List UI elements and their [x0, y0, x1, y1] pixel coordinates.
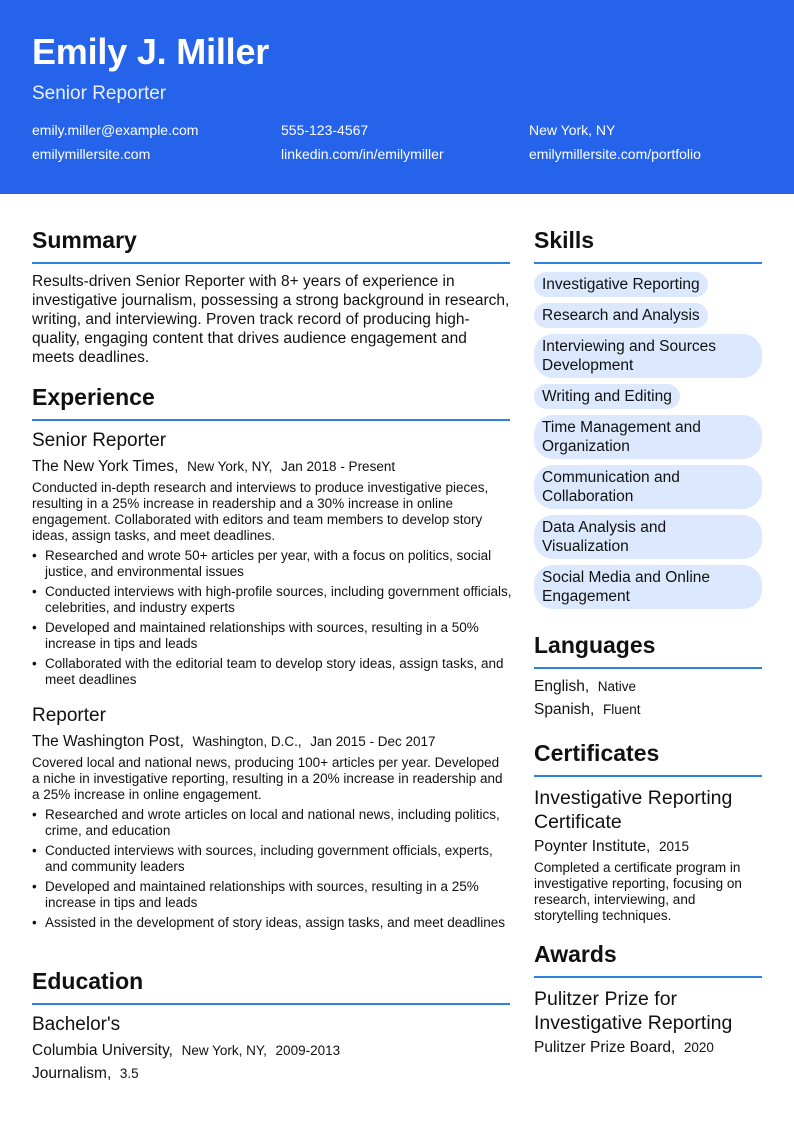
list-item: • Collaborated with the editorial team to develop story ideas, assign tasks, and meet deadlines: [32, 656, 512, 688]
certificates-heading: Certificates: [534, 740, 660, 766]
list-item: • Assisted in the development of story ideas, assign tasks, and meet deadlines: [32, 915, 512, 931]
job-description: Conducted in-depth research and interviews to produce investigative pieces, resulting in a 25% increase in readership and a 30% increase in online engagement. Collaborated with editors and team members to develop story ideas, assign tasks, and meet deadlines.: [32, 480, 489, 543]
languages-heading: Languages: [534, 632, 656, 658]
list-item: • Researched and wrote 50+ articles per year, with a focus on politics, social justice, and environmental issues: [32, 548, 512, 580]
language-item: [534, 701, 640, 719]
skill-tag: Communication and Collaboration: [534, 465, 762, 509]
language-name: Spanish,: [534, 701, 595, 718]
experience-heading: Experience: [32, 384, 155, 410]
education-field: Journalism,: [32, 1065, 112, 1082]
job-description: Covered local and national news, producing 100+ articles per year. Developed a niche in investigative reporting, resulting in a 20% increase in readership and a 25% increase in online engagement.: [32, 755, 503, 802]
summary-text: Results-driven Senior Reporter with 8+ years of experience in investigative journalism, possessing a strong background in research, writing, and interviewing. Proven track record of producing high-quality, engaging content that drives audience engagement and meets deadlines.: [32, 273, 510, 366]
skill-tag: Research and Analysis: [534, 303, 708, 328]
education-rule: [32, 1003, 510, 1005]
job-meta: [32, 733, 436, 751]
language-level: Fluent: [602, 702, 641, 717]
portfolio-link[interactable]: emilymillersite.com/portfolio: [529, 146, 701, 162]
website-link[interactable]: emilymillersite.com: [32, 146, 151, 162]
phone-number: 555-123-4567: [281, 122, 369, 138]
list-item: • Developed and maintained relationships with sources, resulting in a 25% increase in tips and leads: [32, 879, 512, 911]
certificate-description: Completed a certificate program in investigative reporting, focusing on research, interviewing, and storytelling techniques.: [534, 860, 742, 923]
certificate-title: Investigative Reporting Certificate: [534, 787, 733, 833]
job-dates: Jan 2018 - Present: [281, 459, 396, 474]
education-heading: Education: [32, 968, 144, 994]
award-title: Pulitzer Prize for Investigative Reporting: [534, 988, 733, 1034]
job-location: New York, NY,: [187, 459, 273, 474]
certificate-year: 2015: [658, 839, 689, 854]
list-item: • Researched and wrote articles on local and national news, including politics, crime, and education: [32, 807, 512, 839]
skill-tag: Investigative Reporting: [534, 272, 708, 297]
education-gpa: 3.5: [119, 1066, 139, 1081]
award-meta: [534, 1039, 714, 1057]
job-title: Senior Reporter: [32, 430, 167, 451]
skill-tag: Writing and Editing: [534, 384, 680, 409]
job-dates: Jan 2015 - Dec 2017: [310, 734, 436, 749]
education-dates: 2009-2013: [275, 1043, 341, 1058]
list-item: • Conducted interviews with sources, including government officials, experts, and community leaders: [32, 843, 512, 875]
language-name: English,: [534, 678, 590, 695]
email-link[interactable]: emily.miller@example.com: [32, 122, 199, 138]
skills-heading: Skills: [534, 227, 595, 253]
award-issuer: Pulitzer Prize Board,: [534, 1039, 676, 1056]
job-company: The New York Times,: [32, 458, 179, 475]
summary-rule: [32, 262, 510, 264]
education-meta: [32, 1042, 340, 1060]
candidate-title: Senior Reporter: [32, 83, 167, 104]
languages-rule: [534, 667, 762, 669]
job-location: Washington, D.C.,: [192, 734, 302, 749]
skill-tag: Social Media and Online Engagement: [534, 565, 762, 609]
skill-tag: Data Analysis and Visualization: [534, 515, 762, 559]
list-item: • Developed and maintained relationships with sources, resulting in a 50% increase in tips and leads: [32, 620, 512, 652]
awards-heading: Awards: [534, 941, 617, 967]
award-year: 2020: [683, 1040, 714, 1055]
awards-rule: [534, 976, 762, 978]
certificates-rule: [534, 775, 762, 777]
language-item: [534, 678, 636, 696]
candidate-name: Emily J. Miller: [32, 31, 270, 72]
certificate-meta: [534, 838, 689, 856]
job-title: Reporter: [32, 705, 106, 726]
certificate-issuer: Poynter Institute,: [534, 838, 651, 855]
linkedin-link[interactable]: linkedin.com/in/emilymiller: [281, 146, 444, 162]
job-meta: [32, 458, 395, 476]
summary-heading: Summary: [32, 227, 137, 253]
resume-header: [0, 0, 794, 194]
location: New York, NY: [529, 122, 616, 138]
education-school: Columbia University,: [32, 1042, 173, 1059]
experience-rule: [32, 419, 510, 421]
job-bullets: [32, 807, 512, 935]
job-bullets: [32, 548, 512, 692]
skills-rule: [534, 262, 762, 264]
education-location: New York, NY,: [181, 1043, 267, 1058]
skill-tag: Time Management and Organization: [534, 415, 762, 459]
job-company: The Washington Post,: [32, 733, 184, 750]
skill-tag: Interviewing and Sources Development: [534, 334, 762, 378]
language-level: Native: [597, 679, 637, 694]
education-field-line: [32, 1065, 139, 1083]
list-item: • Conducted interviews with high-profile sources, including government officials, celebrities, and industry experts: [32, 584, 512, 616]
education-degree: Bachelor's: [32, 1014, 121, 1035]
